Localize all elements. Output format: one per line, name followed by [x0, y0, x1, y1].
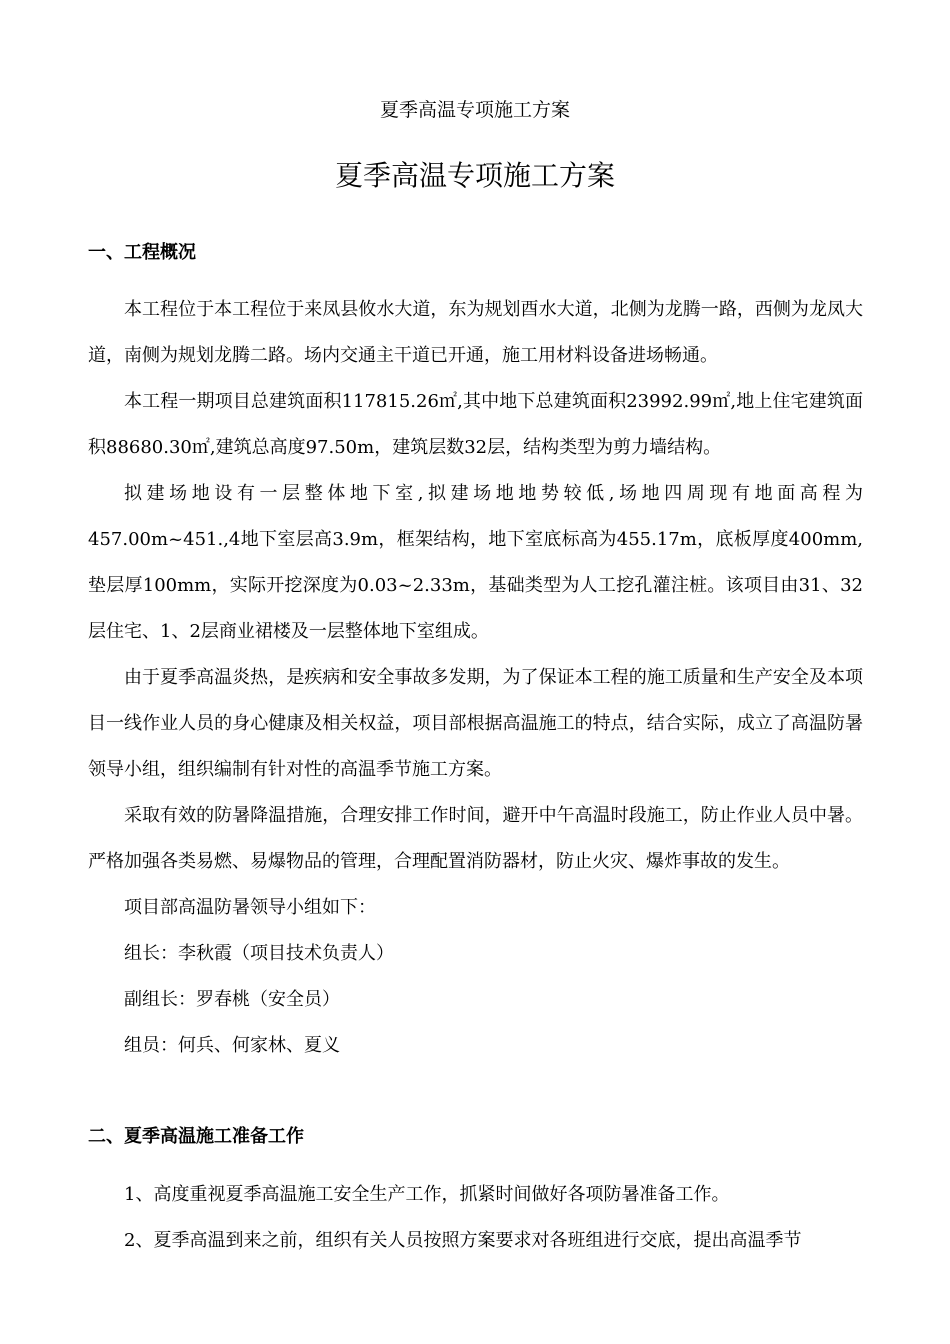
paragraph-prep-2: 2、夏季高温到来之前，组织有关人员按照方案要求对各班组进行交底，提出高温季节 [124, 1230, 802, 1251]
paragraph-team-members: 组员：何兵、何家林、夏义 [124, 1035, 340, 1056]
paragraph-team-leader: 组长：李秋霞（项目技术负责人） [124, 943, 394, 964]
section-heading-preparation: 二、夏季高温施工准备工作 [88, 1126, 304, 1147]
section-body-overview [88, 287, 863, 1069]
section-body-preparation [88, 1172, 863, 1264]
paragraph-location: 本工程位于本工程位于来凤县攸水大道，东为规划酉水大道，北侧为龙腾一路，西侧为龙凤大道，南侧为规划龙腾二路。场内交通主干道已开通，施工用材料设备进场畅通。 [88, 299, 863, 366]
document-title: 夏季高温专项施工方案 [334, 159, 615, 192]
paragraph-reason: 由于夏季高温炎热，是疾病和安全事故多发期，为了保证本工程的施工质量和生产安全及本项目一线作业人员的身心健康及相关权益，项目部根据高温施工的特点，结合实际，成立了高温防暑领导小组，组织编制有针对性的高温季节施工方案。 [88, 667, 863, 780]
paragraph-team-intro: 项目部高温防暑领导小组如下： [124, 897, 376, 918]
paragraph-area: 本工程一期项目总建筑面积117815.26㎡,其中地下总建筑面积23992.99㎡,地上住宅建筑面积88680.30㎡,建筑总高度97.50m，建筑层数32层，结构类型为剪力墙结构。 [88, 391, 863, 458]
running-header: 夏季高温专项施工方案 [379, 99, 570, 121]
paragraph-prep-1: 1、高度重视夏季高温施工安全生产工作，抓紧时间做好各项防暑准备工作。 [124, 1184, 730, 1205]
section-heading-overview: 一、工程概况 [88, 242, 196, 263]
paragraph-measures: 采取有效的防暑降温措施，合理安排工作时间，避开中午高温时段施工，防止作业人员中暑。严格加强各类易燃、易爆物品的管理，合理配置消防器材，防止火灾、爆炸事故的发生。 [88, 805, 863, 872]
paragraph-team-deputy: 副组长：罗春桃（安全员） [124, 989, 340, 1010]
paragraph-site: 拟建场地设有一层整体地下室,拟建场地地势较低,场地四周现有地面高程为457.00m~451.,4地下室层高3.9m，框架结构，地下室底标高为455.17m，底板厚度400mm,垫层厚100mm，实际开挖深度为0.03~2.33m，基础类型为人工挖孔灌注桩。该项目由31、32层住宅、1、2层商业裙楼及一层整体地下室组成。 [88, 483, 863, 642]
